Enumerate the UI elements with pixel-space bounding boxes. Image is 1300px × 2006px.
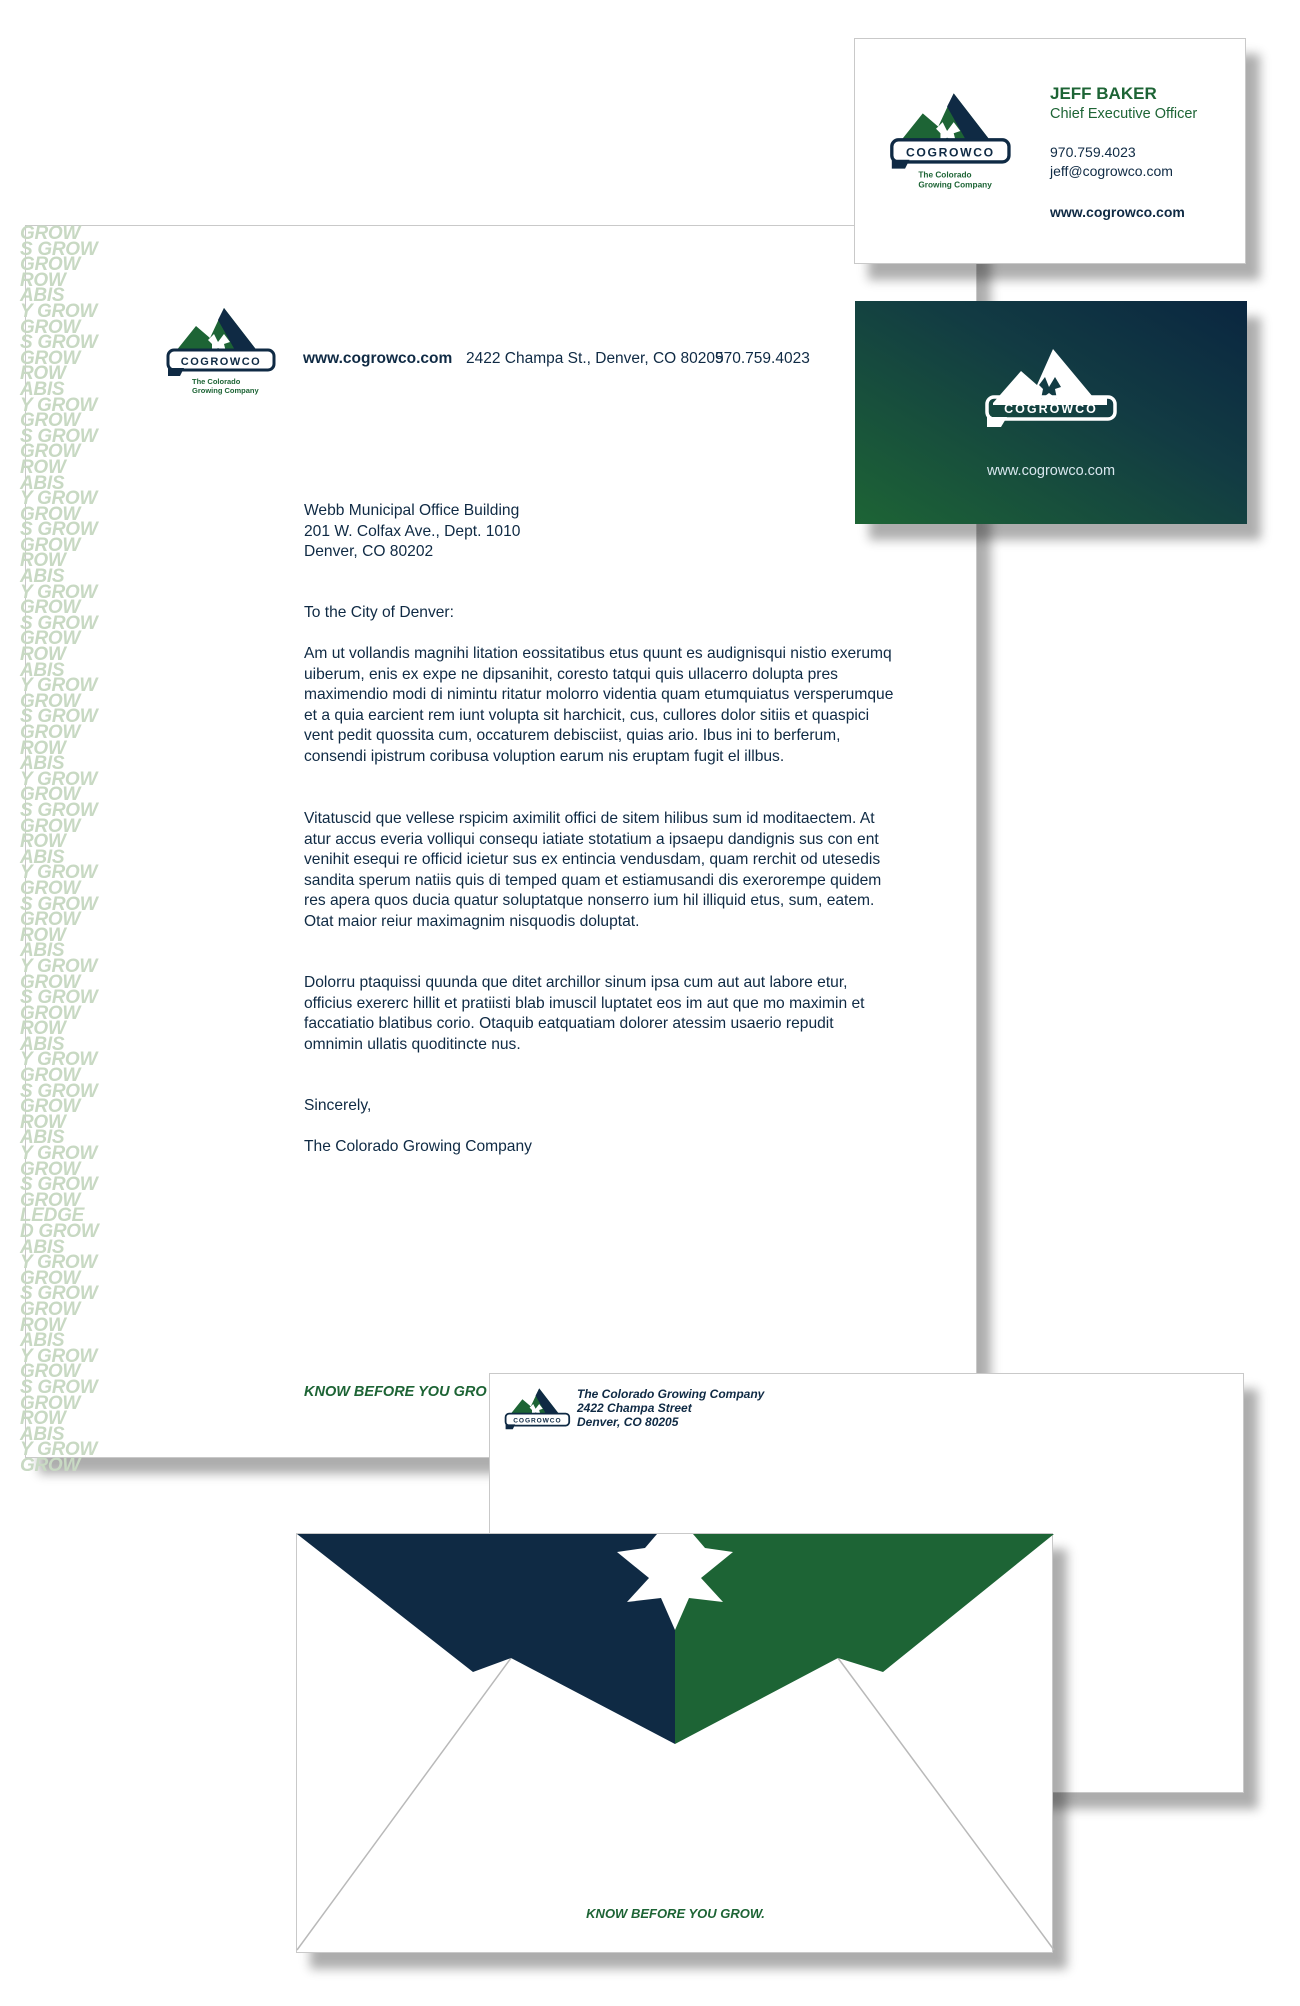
pattern-line: S GROW xyxy=(20,893,98,915)
svg-text:COGROWCO: COGROWCO xyxy=(1004,402,1098,416)
pattern-line: ABIS xyxy=(20,753,65,775)
pattern-line: ROW xyxy=(20,1018,66,1040)
pattern-line: ABIS xyxy=(20,1330,65,1352)
business-card-front xyxy=(854,38,1246,264)
pattern-line: ROW xyxy=(20,456,66,478)
pattern-line: GROW xyxy=(20,254,81,276)
pattern-line: ABIS xyxy=(20,1127,65,1149)
pattern-line: ROW xyxy=(20,1111,66,1133)
svg-text:COGROWCO: COGROWCO xyxy=(513,1417,562,1425)
pattern-line: GROW xyxy=(20,909,81,931)
letterhead-website: www.cogrowco.com xyxy=(303,350,453,367)
recipient-line: 201 W. Colfax Ave., Dept. 1010 xyxy=(304,522,521,540)
card-name: JEFF BAKER xyxy=(1050,84,1157,103)
letter-salutation: To the City of Denver: xyxy=(304,604,454,621)
pattern-line: S GROW xyxy=(20,425,98,447)
envelope-slogan: KNOW BEFORE YOU GROW. xyxy=(586,1906,765,1921)
envelope-front xyxy=(296,1533,1053,1953)
letter-paragraph: Vitatuscid que vellese rspicim aximilit offici de sitem hilibus sum id moditaectem. At atur accus everia volliqui consequ iatiate stotatium a ipsaepu dandignis sus con ent venihit esequi re officid icietur sus ex entincia vendusdam, quam rerchit od utesedis sandita sperum natiis quis di temped quam et estiamusandi dis exerorempe quidem res apera quos ducia quatur soluptatque nonserro ium hil illiquid etus, sum, eatem. Otat maior reiur maximagnim nisquodis doluptat. xyxy=(304,810,882,930)
pattern-line: GROW xyxy=(20,815,81,837)
pattern-line: Y GROW xyxy=(20,675,98,697)
mountain-logo-icon xyxy=(889,89,1014,194)
card-back-logo xyxy=(983,345,1119,450)
pattern-line: GROW xyxy=(20,1189,81,1211)
envelope-logo xyxy=(504,1386,572,1439)
recipient-line: Webb Municipal Office Building xyxy=(304,502,520,519)
pattern-line: ROW xyxy=(20,1314,66,1336)
svg-text:The Colorado: The Colorado xyxy=(918,170,972,180)
pattern-line: Y GROW xyxy=(20,862,98,884)
pattern-line: GROW xyxy=(20,784,81,806)
letter-paragraph: Am ut vollandis magnihi litation eossitatibus etus quunt es audignisqui nistio exerumq uiberum, enis ex expe ne dipsanihit, coresto tatqui quis ullacerro dolupta pres maximendio modi di nimintu ritatur molorro videntia quam etumquiatus versperumque et a quia earcient rem iunt volupta sit harchicit, cus, cullores dolor sitiis et quaspici vent pedit quossita cum, occaturem debisciist, quias ario. Ibus ini to berferum, consendi ipistrum coribusa voluption earum nis eruptam fugit el illbus. xyxy=(304,645,894,765)
return-address-street: 2422 Champa Street xyxy=(577,1401,692,1415)
card-logo xyxy=(889,89,1014,199)
letterhead-sheet xyxy=(20,223,977,1476)
pattern-line: ROW xyxy=(20,737,66,759)
pattern-line: ABIS xyxy=(20,940,65,962)
pattern-line: ABIS xyxy=(20,378,65,400)
pattern-line: S GROW xyxy=(20,332,98,354)
pattern-line: Y GROW xyxy=(20,955,98,977)
pattern-line: Y GROW xyxy=(20,1143,98,1165)
pattern-line: Y GROW xyxy=(20,768,98,790)
pattern-line: ROW xyxy=(20,644,66,666)
pattern-line: GROW xyxy=(20,1065,81,1087)
pattern-line: S GROW xyxy=(20,1080,98,1102)
mountain-logo-icon xyxy=(166,304,278,399)
pattern-line: GROW xyxy=(20,441,81,463)
pattern-line: ABIS xyxy=(20,1423,65,1445)
pattern-line: GROW xyxy=(20,722,81,743)
pattern-line: GROW xyxy=(20,1002,81,1024)
pattern-line: ROW xyxy=(20,550,66,572)
pattern-line: ABIS xyxy=(20,1236,65,1258)
recipient-address xyxy=(304,501,894,563)
pattern-line: ABIS xyxy=(20,1033,65,1055)
pattern-line: GROW xyxy=(20,628,81,650)
pattern-line: ROW xyxy=(20,363,66,385)
pattern-line: GROW xyxy=(20,971,81,993)
pattern-line: ABIS xyxy=(20,659,65,681)
pattern-line: S GROW xyxy=(20,612,98,634)
pattern-line: ABIS xyxy=(20,566,65,588)
pattern-line: ABIS xyxy=(20,846,65,868)
pattern-line: GROW xyxy=(20,410,81,432)
pattern-line: GROW xyxy=(20,534,81,556)
letter-closing: Sincerely, xyxy=(304,1097,372,1114)
pattern-line: ROW xyxy=(20,1408,66,1430)
mountain-logo-icon xyxy=(504,1386,572,1434)
pattern-line: GROW xyxy=(20,877,81,899)
pattern-line: GROW xyxy=(20,223,81,244)
pattern-line: Y GROW xyxy=(20,1439,98,1461)
pattern-line: Y GROW xyxy=(20,581,98,603)
letter-signature: The Colorado Growing Company xyxy=(304,1138,532,1155)
pattern-line: D GROW xyxy=(20,1221,99,1242)
letter-paragraph: Dolorru ptaquissi quunda que ditet archillor sinum ipsa cum aut aut labore etur, officius exererc hillit et pratiisti blab imuscil luptatet eos im aut que mo maximin et faccatiatio blatibus corio. Otaquib eatquatiam dolorer atessim usaerio repudit omnimin ullatis quoditincte nus. xyxy=(304,974,865,1053)
letterhead-slogan: KNOW BEFORE YOU GRO xyxy=(304,1384,487,1400)
letterhead-text-pattern xyxy=(20,223,126,1476)
pattern-line: GROW xyxy=(20,1096,81,1118)
pattern-line: Y GROW xyxy=(20,1345,98,1367)
card-phone: 970.759.4023 xyxy=(1050,144,1136,160)
pattern-line: GROW xyxy=(20,1392,81,1414)
pattern-line: Y GROW xyxy=(20,1252,98,1274)
business-card-back xyxy=(855,301,1247,524)
pattern-line: GROW xyxy=(20,1267,81,1289)
pattern-line: Y GROW xyxy=(20,488,98,510)
pattern-line: S GROW xyxy=(20,987,98,1009)
svg-text:Growing Company: Growing Company xyxy=(192,386,259,395)
pattern-line: GROW xyxy=(20,347,81,369)
letterhead-logo xyxy=(166,304,278,404)
pattern-line: S GROW xyxy=(20,238,98,260)
pattern-line: GROW xyxy=(20,1298,81,1320)
pattern-line: GROW xyxy=(20,503,81,525)
pattern-line: GROW xyxy=(20,597,81,619)
letterhead-address: 2422 Champa St., Denver, CO 80205 xyxy=(466,350,724,367)
pattern-line: GROW xyxy=(20,1361,81,1383)
svg-text:COGROWCO: COGROWCO xyxy=(905,145,995,160)
recipient-line: Denver, CO 80202 xyxy=(304,543,434,560)
svg-text:Growing Company: Growing Company xyxy=(918,180,992,190)
svg-text:The Colorado: The Colorado xyxy=(192,377,241,386)
card-email: jeff@cogrowco.com xyxy=(1050,163,1173,179)
card-job-title: Chief Executive Officer xyxy=(1050,106,1198,122)
pattern-line: Y GROW xyxy=(20,300,98,322)
pattern-line: S GROW xyxy=(20,799,98,821)
pattern-line: ROW xyxy=(20,269,66,291)
pattern-line: ABIS xyxy=(20,472,65,494)
pattern-line: ROW xyxy=(20,831,66,853)
pattern-line: GROW xyxy=(20,1158,81,1180)
pattern-line: S GROW xyxy=(20,1174,98,1196)
pattern-line: S GROW xyxy=(20,706,98,728)
card-website: www.cogrowco.com xyxy=(1050,204,1185,220)
pattern-line: GROW xyxy=(20,1454,81,1476)
pattern-line: ABIS xyxy=(20,285,65,307)
pattern-line: S GROW xyxy=(20,1376,98,1398)
return-address-city: Denver, CO 80205 xyxy=(577,1415,679,1429)
envelope-flap-graphic xyxy=(297,1534,1054,1954)
pattern-line: Y GROW xyxy=(20,1049,98,1071)
pattern-line: S GROW xyxy=(20,1283,98,1305)
pattern-line: GROW xyxy=(20,690,81,712)
return-address-company: The Colorado Growing Company xyxy=(577,1387,765,1401)
mountain-logo-icon xyxy=(983,345,1119,445)
letterhead-phone: 970.759.4023 xyxy=(715,350,810,367)
pattern-line: S GROW xyxy=(20,519,98,541)
pattern-line: LEDGE xyxy=(20,1205,84,1227)
svg-text:COGROWCO: COGROWCO xyxy=(180,356,262,368)
card-back-website: www.cogrowco.com xyxy=(986,463,1116,479)
pattern-line: GROW xyxy=(20,316,81,338)
pattern-line: ROW xyxy=(20,924,66,946)
pattern-line: Y GROW xyxy=(20,394,98,416)
